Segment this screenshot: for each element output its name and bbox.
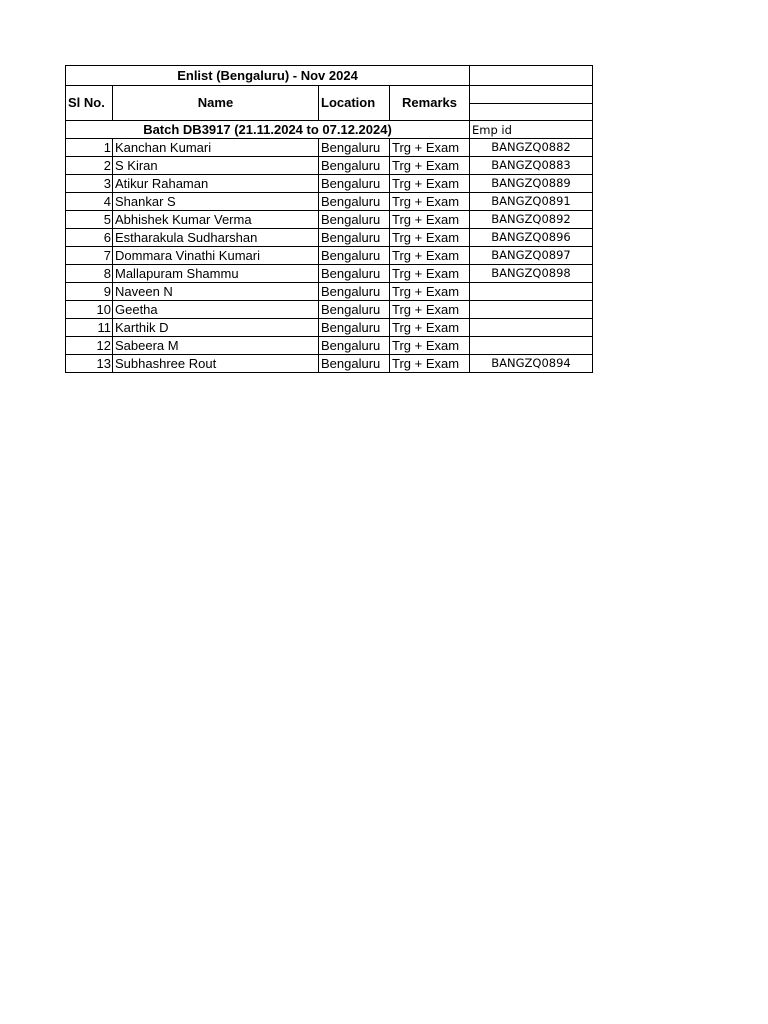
table-row <box>66 355 593 373</box>
name-cell: Sabeera M <box>113 337 319 355</box>
location-cell: Bengaluru <box>319 229 390 247</box>
sheet-title: Enlist (Bengaluru) - Nov 2024 <box>66 66 470 86</box>
emp-id-cell <box>470 319 593 337</box>
header-location: Location <box>319 86 390 121</box>
location-cell: Bengaluru <box>319 319 390 337</box>
table-row <box>66 283 593 301</box>
table-row <box>66 157 593 175</box>
location-cell: Bengaluru <box>319 139 390 157</box>
table-row <box>66 229 593 247</box>
emp-id-cell <box>470 283 593 301</box>
name-cell: Estharakula Sudharshan <box>113 229 319 247</box>
location-cell: Bengaluru <box>319 193 390 211</box>
remarks-cell: Trg + Exam <box>390 301 470 319</box>
enlist-table <box>65 65 593 373</box>
name-cell: S Kiran <box>113 157 319 175</box>
sl-no-cell: 12 <box>66 337 113 355</box>
remarks-cell: Trg + Exam <box>390 247 470 265</box>
sl-no-cell: 8 <box>66 265 113 283</box>
name-cell: Dommara Vinathi Kumari <box>113 247 319 265</box>
location-cell: Bengaluru <box>319 157 390 175</box>
location-cell: Bengaluru <box>319 247 390 265</box>
name-cell: Kanchan Kumari <box>113 139 319 157</box>
table-row <box>66 193 593 211</box>
title-row <box>66 66 593 86</box>
location-cell: Bengaluru <box>319 283 390 301</box>
emp-id-cell: BANGZQ0897 <box>470 247 593 265</box>
name-cell: Geetha <box>113 301 319 319</box>
header-remarks: Remarks <box>390 86 470 121</box>
emp-id-cell: BANGZQ0883 <box>470 157 593 175</box>
header-name: Name <box>113 86 319 121</box>
sl-no-cell: 1 <box>66 139 113 157</box>
name-cell: Mallapuram Shammu <box>113 265 319 283</box>
sl-no-cell: 10 <box>66 301 113 319</box>
sl-no-cell: 6 <box>66 229 113 247</box>
blank-cell <box>470 104 593 121</box>
location-cell: Bengaluru <box>319 175 390 193</box>
location-cell: Bengaluru <box>319 265 390 283</box>
remarks-cell: Trg + Exam <box>390 337 470 355</box>
sl-no-cell: 2 <box>66 157 113 175</box>
table-row <box>66 175 593 193</box>
remarks-cell: Trg + Exam <box>390 319 470 337</box>
blank-cell <box>470 66 593 86</box>
name-cell: Karthik D <box>113 319 319 337</box>
table-row <box>66 247 593 265</box>
emp-id-cell: BANGZQ0898 <box>470 265 593 283</box>
emp-id-cell: BANGZQ0892 <box>470 211 593 229</box>
emp-id-cell: BANGZQ0891 <box>470 193 593 211</box>
remarks-cell: Trg + Exam <box>390 157 470 175</box>
remarks-cell: Trg + Exam <box>390 355 470 373</box>
sl-no-cell: 3 <box>66 175 113 193</box>
sl-no-cell: 11 <box>66 319 113 337</box>
remarks-cell: Trg + Exam <box>390 139 470 157</box>
sl-no-cell: 4 <box>66 193 113 211</box>
table-row <box>66 211 593 229</box>
remarks-cell: Trg + Exam <box>390 193 470 211</box>
sl-no-cell: 13 <box>66 355 113 373</box>
emp-id-cell: BANGZQ0889 <box>470 175 593 193</box>
table-row <box>66 319 593 337</box>
remarks-cell: Trg + Exam <box>390 265 470 283</box>
name-cell: Shankar S <box>113 193 319 211</box>
emp-id-cell: BANGZQ0882 <box>470 139 593 157</box>
location-cell: Bengaluru <box>319 355 390 373</box>
location-cell: Bengaluru <box>319 211 390 229</box>
emp-id-cell: BANGZQ0894 <box>470 355 593 373</box>
table-row <box>66 337 593 355</box>
remarks-cell: Trg + Exam <box>390 175 470 193</box>
table-row <box>66 301 593 319</box>
table-row <box>66 139 593 157</box>
name-cell: Abhishek Kumar Verma <box>113 211 319 229</box>
table-row <box>66 265 593 283</box>
blank-cell <box>470 86 593 104</box>
location-cell: Bengaluru <box>319 337 390 355</box>
emp-id-cell <box>470 301 593 319</box>
location-cell: Bengaluru <box>319 301 390 319</box>
batch-row <box>66 121 593 139</box>
sl-no-cell: 5 <box>66 211 113 229</box>
emp-id-cell: BANGZQ0896 <box>470 229 593 247</box>
header-row <box>66 86 593 104</box>
sl-no-cell: 9 <box>66 283 113 301</box>
name-cell: Subhashree Rout <box>113 355 319 373</box>
emp-id-cell <box>470 337 593 355</box>
batch-label: Batch DB3917 (21.11.2024 to 07.12.2024) <box>66 121 470 139</box>
remarks-cell: Trg + Exam <box>390 211 470 229</box>
name-cell: Atikur Rahaman <box>113 175 319 193</box>
remarks-cell: Trg + Exam <box>390 229 470 247</box>
remarks-cell: Trg + Exam <box>390 283 470 301</box>
sl-no-cell: 7 <box>66 247 113 265</box>
header-emp-id: Emp id <box>470 121 593 139</box>
name-cell: Naveen N <box>113 283 319 301</box>
header-sl-no: Sl No. <box>66 86 113 121</box>
